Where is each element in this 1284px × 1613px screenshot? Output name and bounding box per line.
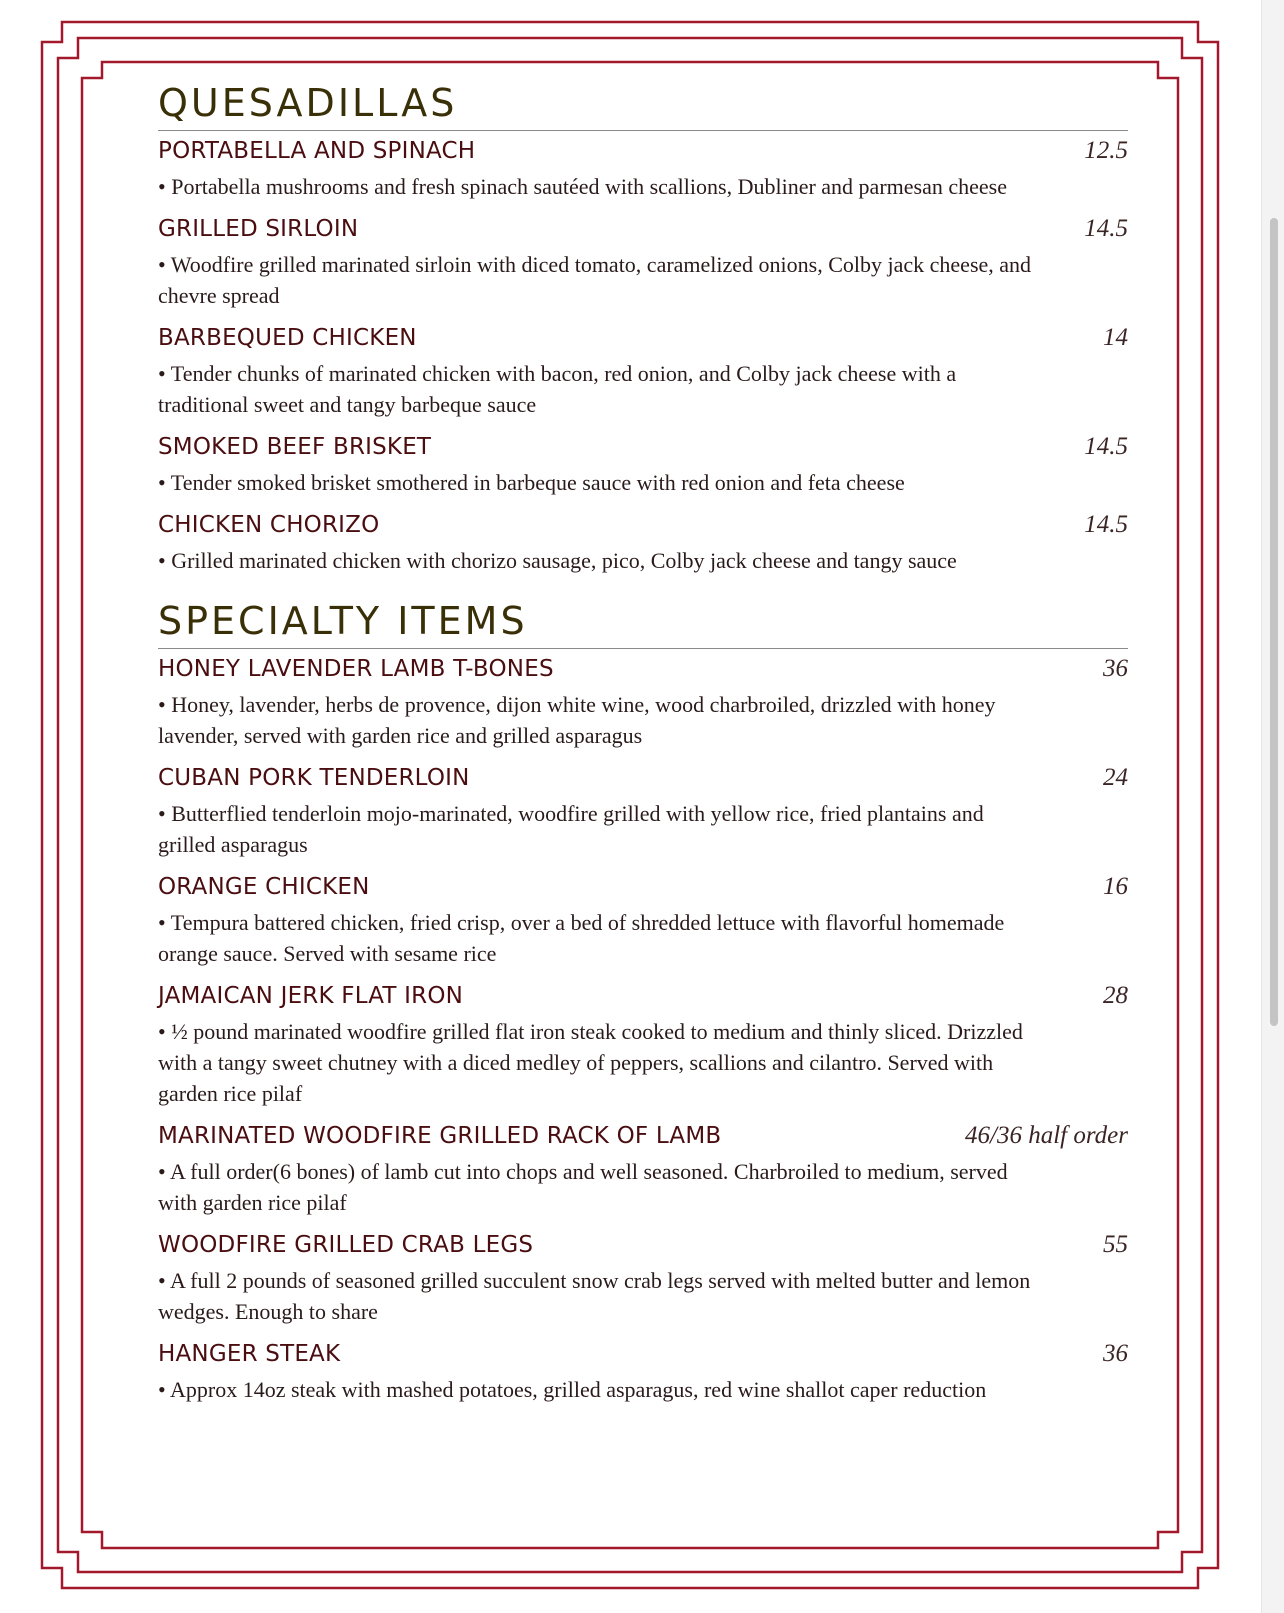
menu-item: [158, 511, 1128, 576]
item-name: ORANGE CHICKEN: [158, 874, 370, 900]
item-description: • A full 2 pounds of seasoned grilled succulent snow crab legs served with melted butter and lemon wedges. Enough to share: [158, 1268, 1031, 1324]
menu-item: [158, 1340, 1128, 1405]
item-description: • ½ pound marinated woodfire grilled flat iron steak cooked to medium and thinly sliced. Drizzled with a tangy sweet chutney with a diced medley of peppers, scallions and cilantro. Served with garden rice pilaf: [158, 1019, 1023, 1106]
menu-item: [158, 982, 1128, 1109]
menu-item: [158, 137, 1128, 202]
item-description: • Butterflied tenderloin mojo-marinated, woodfire grilled with yellow rice, fried plantains and grilled asparagus: [158, 801, 984, 857]
menu-item: [158, 1231, 1128, 1327]
item-description: • Tempura battered chicken, fried crisp, over a bed of shredded lettuce with flavorful homemade orange sauce. Served with sesame rice: [158, 910, 1005, 966]
item-price: 55: [1103, 1231, 1128, 1258]
menu-item: [158, 1122, 1128, 1218]
item-name: JAMAICAN JERK FLAT IRON: [158, 983, 464, 1009]
item-name: WOODFIRE GRILLED CRAB LEGS: [158, 1232, 534, 1258]
item-price: 14.5: [1084, 215, 1128, 242]
item-description: • Tender smoked brisket smothered in barbeque sauce with red onion and feta cheese: [158, 470, 905, 495]
item-name: MARINATED WOODFIRE GRILLED RACK OF LAMB: [158, 1123, 722, 1149]
item-name: BARBEQUED CHICKEN: [158, 325, 417, 351]
item-description: • Tender chunks of marinated chicken with bacon, red onion, and Colby jack cheese with a traditional sweet and tangy barbeque sauce: [158, 361, 957, 417]
menu-item: [158, 215, 1128, 311]
item-description: • Honey, lavender, herbs de provence, dijon white wine, wood charbroiled, drizzled with honey lavender, served with garden rice and grilled asparagus: [158, 692, 996, 748]
item-price: 24: [1103, 764, 1128, 791]
menu-item: [158, 764, 1128, 860]
item-price: 28: [1103, 982, 1128, 1009]
item-price: 14.5: [1084, 433, 1128, 460]
item-price: 16: [1103, 873, 1128, 900]
item-name: CHICKEN CHORIZO: [158, 512, 380, 538]
scrollbar-thumb[interactable]: [1270, 218, 1278, 1026]
item-name: SMOKED BEEF BRISKET: [158, 434, 432, 460]
item-description: • Approx 14oz steak with mashed potatoes, grilled asparagus, red wine shallot caper reduction: [158, 1377, 987, 1402]
menu-page: [158, 78, 1128, 1418]
item-description: • A full order(6 bones) of lamb cut into chops and well seasoned. Charbroiled to medium, served with garden rice pilaf: [158, 1159, 1008, 1215]
item-price: 14: [1103, 324, 1128, 351]
item-name: CUBAN PORK TENDERLOIN: [158, 765, 470, 791]
item-name: GRILLED SIRLOIN: [158, 216, 359, 242]
section-title: QUESADILLAS: [158, 78, 1128, 131]
item-description: • Portabella mushrooms and fresh spinach sautéed with scallions, Dubliner and parmesan cheese: [158, 174, 1007, 199]
item-description: • Grilled marinated chicken with chorizo sausage, pico, Colby jack cheese and tangy sauce: [158, 548, 957, 573]
item-description: • Woodfire grilled marinated sirloin with diced tomato, caramelized onions, Colby jack cheese, and chevre spread: [158, 252, 1032, 308]
section-quesadillas: [158, 78, 1128, 576]
menu-item: [158, 655, 1128, 751]
item-name: HANGER STEAK: [158, 1341, 341, 1367]
item-price: 12.5: [1084, 137, 1128, 164]
menu-item: [158, 873, 1128, 969]
menu-item: [158, 324, 1128, 420]
item-price: 36: [1103, 655, 1128, 682]
item-price: 36: [1103, 1340, 1128, 1367]
section-title: SPECIALTY ITEMS: [158, 596, 1128, 649]
scrollbar[interactable]: [1261, 0, 1284, 1613]
item-name: HONEY LAVENDER LAMB T-BONES: [158, 656, 554, 682]
item-price: 14.5: [1084, 511, 1128, 538]
item-name: PORTABELLA AND SPINACH: [158, 138, 476, 164]
section-specialty-items: [158, 596, 1128, 1405]
menu-item: [158, 433, 1128, 498]
item-price: 46/36 half order: [965, 1122, 1128, 1149]
